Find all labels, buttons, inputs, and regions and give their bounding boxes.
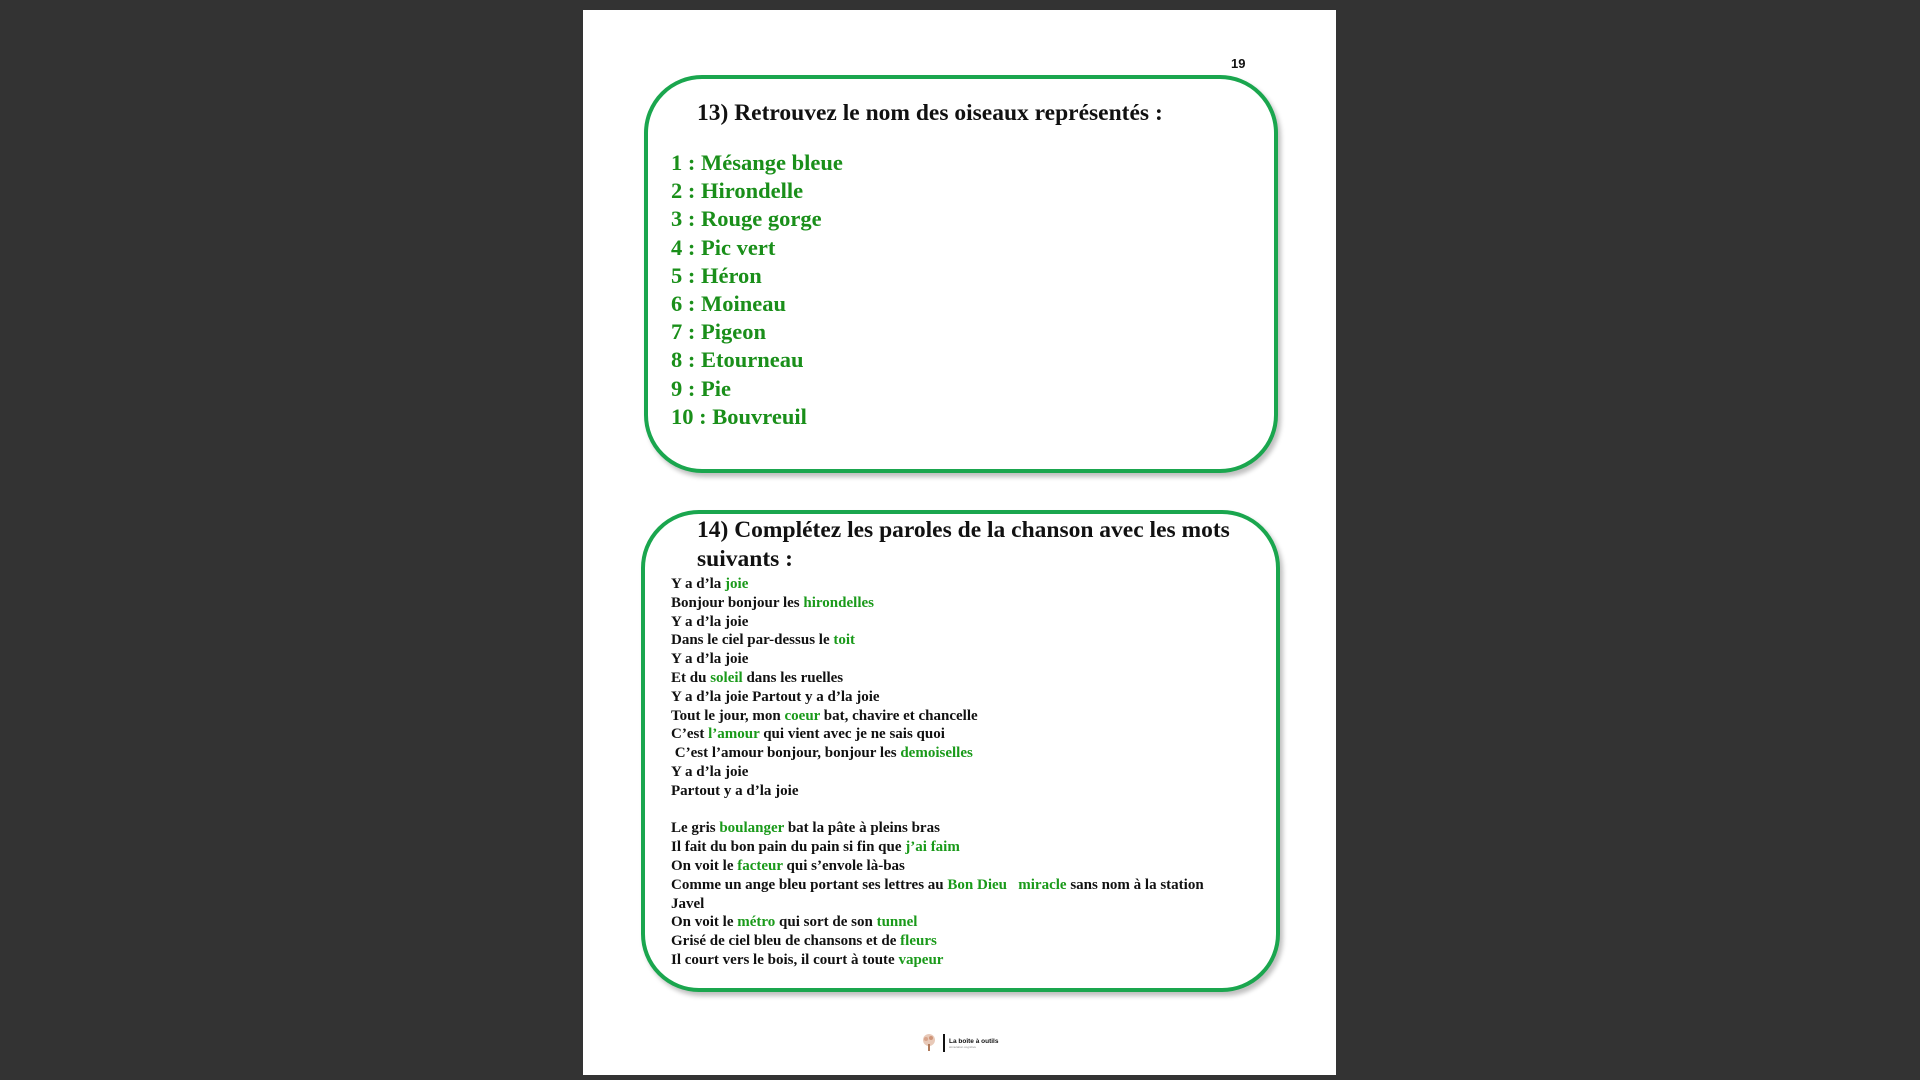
lyric-line: [671, 951, 1231, 970]
bird-answer-item: 9 : Pie: [671, 375, 731, 401]
lyric-line: [671, 613, 1231, 632]
bird-answer-item: 8 : Etourneau: [671, 347, 804, 373]
answer-word: toit: [833, 632, 856, 649]
answer-word: soleil: [710, 669, 743, 686]
answer-word: boulanger: [719, 820, 785, 837]
lyric-text: Y a d’la joie: [671, 613, 749, 630]
exercise-14-title: 14) Complétez les paroles de la chanson avec les mots suivants :: [697, 517, 1230, 572]
answer-word: l’amour: [708, 726, 760, 743]
bird-answer-item: 10 : Bouvreuil: [671, 403, 807, 429]
lyric-text: Y a d’la joie: [671, 763, 749, 780]
answer-word: tunnel: [876, 914, 918, 931]
page-number: 19: [1231, 56, 1246, 71]
lyric-line: [671, 819, 1231, 838]
lyric-line: [671, 913, 1231, 932]
bird-answer-list: [671, 149, 843, 431]
lyric-line: [671, 575, 1231, 594]
lyric-line: [671, 707, 1231, 726]
bird-answer-item: 2 : Hirondelle: [671, 178, 804, 204]
lyric-text: bat, chavire et chancelle: [820, 707, 978, 724]
lyric-text: Le gris: [671, 820, 720, 837]
lyric-text: Grisé de ciel bleu de chansons et de: [671, 933, 901, 950]
lyric-line: [671, 650, 1231, 669]
lyric-text: Bonjour bonjour les: [671, 594, 804, 611]
lyric-line: [671, 688, 1231, 707]
lyric-line: [671, 782, 1231, 801]
lyric-text: qui sort de son: [775, 914, 877, 931]
lyric-text: Y a d’la joie Partout y a d’la joie: [671, 688, 880, 705]
lyric-line: [671, 744, 1231, 763]
answer-word: coeur: [784, 707, 821, 724]
answer-word: facteur: [737, 857, 783, 874]
lyric-line: [671, 631, 1231, 650]
bird-answer-item: 4 : Pic vert: [671, 234, 776, 260]
answer-word: joie: [725, 576, 749, 592]
bird-answer-item: 1 : Mésange bleue: [671, 150, 843, 175]
lyric-text: sans nom à la station Javel: [671, 876, 1208, 912]
lyric-line: [671, 876, 1231, 914]
lyric-text: Partout y a d’la joie: [671, 782, 799, 799]
lyric-line: [671, 838, 1231, 857]
answer-word: métro: [737, 914, 776, 931]
lyric-text: Il court vers le bois, il court à toute: [671, 951, 899, 968]
lyric-text: On voit le: [671, 914, 738, 931]
lyric-text: C’est l’amour bonjour, bonjour les: [671, 745, 901, 762]
answer-word: Bon Dieu: [947, 876, 1007, 893]
lyric-text: qui vient avec je ne sais quoi: [759, 726, 945, 743]
answer-word: vapeur: [898, 951, 944, 968]
lyric-line: [671, 669, 1231, 688]
answer-word: demoiselles: [900, 745, 973, 762]
lyric-text: bat la pâte à pleins bras: [784, 820, 940, 837]
footer-logo: [921, 1027, 1011, 1059]
lyric-text: dans les ruelles: [742, 669, 844, 686]
bird-answer-item: 7 : Pigeon: [671, 319, 766, 345]
logo-text: La boîte à outils: [949, 1037, 999, 1045]
answer-word: hirondelles: [803, 594, 874, 611]
lyric-text: [1007, 877, 1018, 893]
song-lyrics: [671, 575, 1231, 970]
logo-divider: [943, 1034, 945, 1052]
exercise-13-title: 13) Retrouvez le nom des oiseaux représentés :: [697, 100, 1163, 126]
lyric-line: [671, 763, 1231, 782]
bird-answer-item: 3 : Rouge gorge: [671, 206, 822, 232]
lyric-text: Y a d’la: [671, 576, 726, 592]
bird-answer-item: 5 : Héron: [671, 262, 762, 288]
lyric-text: Y a d’la joie: [671, 651, 749, 668]
document-page: [583, 10, 1336, 1075]
tree-logo-icon: [921, 1033, 937, 1053]
answer-word: fleurs: [900, 933, 937, 950]
lyric-text: C’est: [671, 726, 709, 743]
lyric-line: [671, 725, 1231, 744]
lyric-text: Tout le jour, mon: [671, 707, 785, 724]
answer-word: j’ai faim: [905, 839, 960, 856]
lyric-text: qui s’envole là-bas: [782, 857, 905, 874]
lyric-text: Dans le ciel par-dessus le: [671, 632, 834, 649]
lyric-line: [671, 932, 1231, 951]
lyric-text: Comme un ange bleu portant ses lettres au: [671, 876, 948, 893]
blank-line: [671, 801, 1231, 820]
lyric-text: On voit le: [671, 857, 738, 874]
lyric-text: Il fait du bon pain du pain si fin que: [671, 839, 906, 856]
lyric-line: [671, 857, 1231, 876]
bird-answer-item: 6 : Moineau: [671, 291, 786, 317]
lyric-text: Et du: [671, 669, 711, 686]
logo-subtext: stimulation cognitive: [949, 1044, 977, 1049]
lyric-line: [671, 594, 1231, 613]
answer-word: miracle: [1018, 876, 1067, 893]
